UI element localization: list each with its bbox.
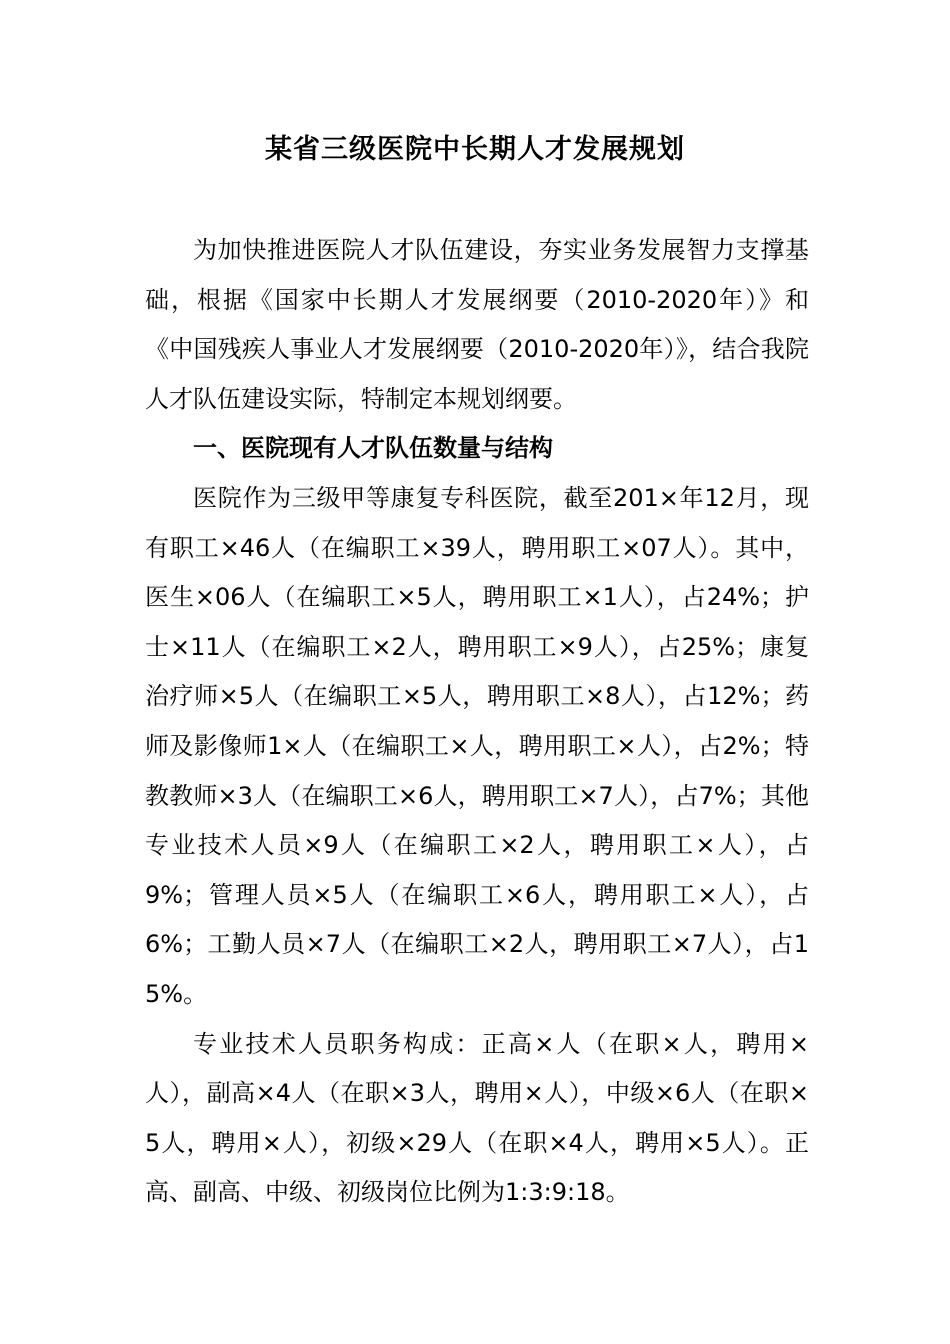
intro-paragraph: 为加快推进医院人才队伍建设，夯实业务发展智力支撑基础，根据《国家中长期人才发展纲要（2010-2020年）》和《中国残疾人事业人才发展纲要（2010-2020年）》，结合我院人才队伍建设实际，特制定本规划纲要。 — [145, 236, 809, 413]
title-structure-paragraph: 专业技术人员职务构成：正高×人（在职×人，聘用×人），副高×4人（在职×3人，聘用×人），中级×6人（在职×5人，聘用×人），初级×29人（在职×4人，聘用×5人）。正高、副高、中级、初级岗位比例为1:3:9:18。 — [145, 1029, 809, 1207]
document-body — [145, 226, 809, 1218]
document-title: 某省三级医院中长期人才发展规划 — [265, 134, 685, 165]
staff-count-paragraph: 医院作为三级甲等康复专科医院，截至201×年12月，现有职工×46人（在编职工×39人，聘用职工×07人）。其中，医生×06人（在编职工×5人，聘用职工×1人），占24%；护士×11人（在编职工×2人，聘用职工×9人），占25%；康复治疗师×5人（在编职工×5人，聘用职工×8人），占12%；药师及影像师1×人（在编职工×人，聘用职工×人），占2%；特教教师×3人（在编职工×6人，聘用职工×7人），占7%；其他专业技术人员×9人（在编职工×2人，聘用职工×人），占9%；管理人员×5人（在编职工×6人，聘用职工×人），占6%；工勤人员×7人（在编职工×2人，聘用职工×7人），占15%。 — [145, 483, 809, 1008]
section-heading-1: 一、医院现有人才队伍数量与结构 — [193, 434, 553, 463]
